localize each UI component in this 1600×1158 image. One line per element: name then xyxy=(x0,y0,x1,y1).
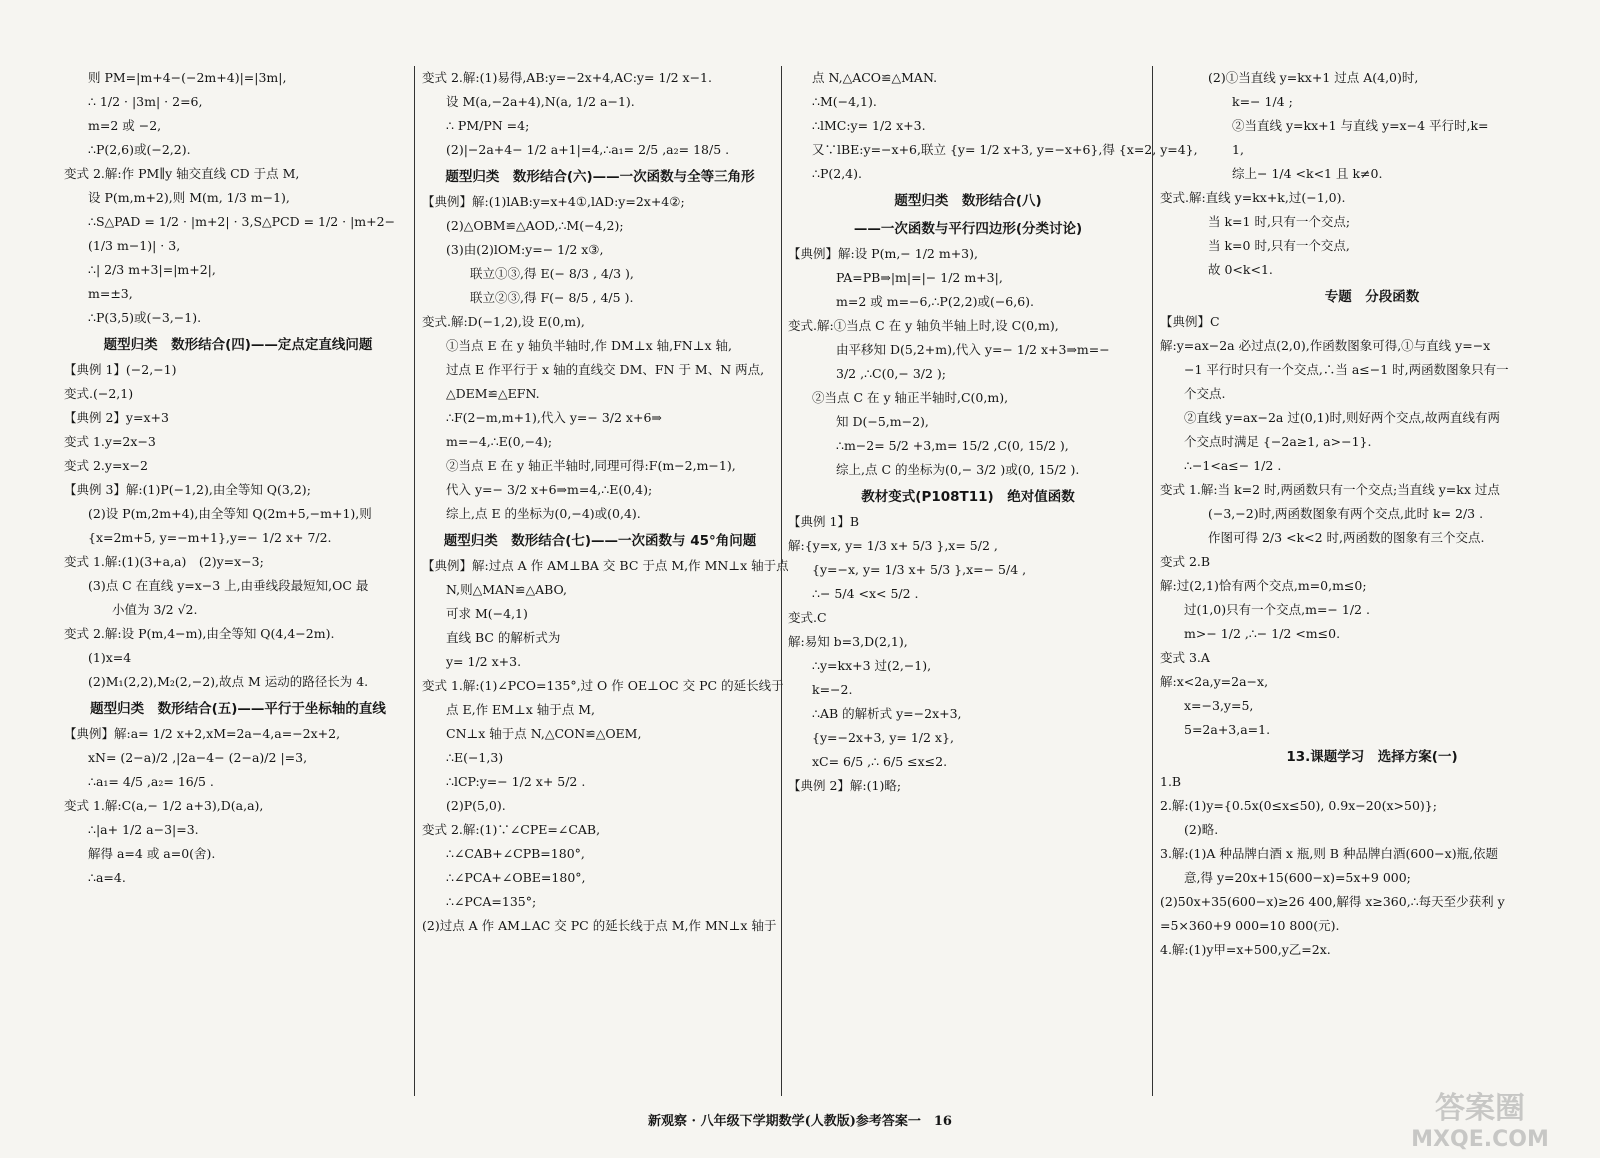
answer-line: 点 E,作 EM⊥x 轴于点 M, xyxy=(446,702,595,717)
answer-line: 解:x<2a,y=2a−x, xyxy=(1160,674,1269,689)
answer-line: ∴− 5/4 <x< 5/2 . xyxy=(812,586,919,601)
answer-line: −1 平行时只有一个交点,∴当 a≤−1 时,两函数图象只有一 xyxy=(1184,362,1509,377)
answer-line: ∴P(2,4). xyxy=(812,166,862,181)
answer-line: m=2 或 m=−6,∴P(2,2)或(−6,6). xyxy=(836,294,1035,309)
answer-line: ∴P(2,6)或(−2,2). xyxy=(88,142,191,157)
answer-line: 个交点. xyxy=(1184,386,1226,401)
answer-line: ∴AB 的解析式 y=−2x+3, xyxy=(812,706,962,721)
section-heading: 题型归类 数形结合(五)——平行于坐标轴的直线 xyxy=(90,701,386,717)
answer-line: 由平移知 D(5,2+m),代入 y=− 1/2 x+3⇒m=− xyxy=(836,342,1110,357)
answer-line: (1)x=4 xyxy=(88,650,132,665)
answer-line: 设 M(a,−2a+4),N(a, 1/2 a−1). xyxy=(446,94,635,109)
answer-line: 意,得 y=20x+15(600−x)=5x+9 000; xyxy=(1184,870,1411,885)
answer-line: ∴−1<a≤− 1/2 . xyxy=(1184,458,1282,473)
answer-line: 变式 1.解:C(a,− 1/2 a+3),D(a,a), xyxy=(64,798,264,813)
answer-line: 代入 y=− 3/2 x+6⇒m=4,∴E(0,4); xyxy=(446,482,653,497)
answer-line: y= 1/2 x+3. xyxy=(446,654,522,669)
answer-line: 则 PM=|m+4−(−2m+4)|=|3m|, xyxy=(88,70,287,85)
answer-line: ∴ PM/PN =4; xyxy=(446,118,530,133)
answer-line: m>− 1/2 ,∴− 1/2 <m≤0. xyxy=(1184,626,1341,641)
answer-line: ②当直线 y=kx+1 与直线 y=x−4 平行时,k= xyxy=(1232,118,1489,133)
answer-line: m=−4,∴E(0,−4); xyxy=(446,434,553,449)
answer-line: (−3,−2)时,两函数图象有两个交点,此时 k= 2/3 . xyxy=(1208,506,1484,521)
answer-line: ∴E(−1,3) xyxy=(446,750,504,765)
answer-line: xC= 6/5 ,∴ 6/5 ≤x≤2. xyxy=(812,754,948,769)
answer-line: (1/3 m−1)| · 3, xyxy=(88,238,181,253)
answer-line: 【典例】解:a= 1/2 x+2,xM=2a−4,a=−2x+2, xyxy=(64,726,341,741)
answer-line: {y=−2x+3, y= 1/2 x}, xyxy=(812,730,954,745)
answer-line: ②直线 y=ax−2a 过(0,1)时,则好两个交点,故两直线有两 xyxy=(1184,410,1500,425)
answer-line: (2)P(5,0). xyxy=(446,798,506,813)
answer-line: ∴S△PAD = 1/2 · |m+2| · 3,S△PCD = 1/2 · |m+2− xyxy=(88,214,396,229)
answer-line: 变式 1.解:当 k=2 时,两函数只有一个交点;当直线 y=kx 过点 xyxy=(1160,482,1500,497)
answer-line: △DEM≌△EFN. xyxy=(446,386,540,401)
section-heading: 题型归类 数形结合(四)——定点定直线问题 xyxy=(103,337,373,353)
answer-line: 解得 a=4 或 a=0(舍). xyxy=(88,846,216,861)
answer-line: 变式 2.解:设 P(m,4−m),由全等知 Q(4,4−2m). xyxy=(64,626,335,641)
column-divider xyxy=(1152,66,1153,1096)
answer-line: 变式 3.A xyxy=(1160,650,1210,665)
answer-line: 综上,点 C 的坐标为(0,− 3/2 )或(0, 15/2 ). xyxy=(836,462,1080,477)
answer-line: =5×360+9 000=10 800(元). xyxy=(1160,918,1340,933)
answer-line: (3)点 C 在直线 y=x−3 上,由垂线段最短知,OC 最 xyxy=(88,578,369,593)
answer-line: ∴M(−4,1). xyxy=(812,94,877,109)
answer-line: PA=PB⇒|m|=|− 1/2 m+3|, xyxy=(836,270,1003,285)
answer-line: ②当点 C 在 y 轴正半轴时,C(0,m), xyxy=(812,390,1009,405)
answer-line: (2)设 P(m,2m+4),由全等知 Q(2m+5,−m+1),则 xyxy=(88,506,372,521)
answer-line: (3)由(2)lOM:y=− 1/2 x③, xyxy=(446,242,604,257)
answer-line: ∴a₁= 4/5 ,a₂= 16/5 . xyxy=(88,774,214,789)
answer-line: 1, xyxy=(1232,142,1244,157)
answer-line: 变式.解:直线 y=kx+k,过(−1,0). xyxy=(1160,190,1346,205)
answer-line: 变式 2.y=x−2 xyxy=(64,458,148,473)
answer-line: 知 D(−5,m−2), xyxy=(836,414,929,429)
answer-line: 解:y=ax−2a 必过点(2,0),作函数图象可得,①与直线 y=−x xyxy=(1160,338,1491,353)
answer-line: 【典例 1】(−2,−1) xyxy=(64,362,177,377)
answer-line: ∴y=kx+3 过(2,−1), xyxy=(812,658,932,673)
answer-line: ∴F(2−m,m+1),代入 y=− 3/2 x+6⇒ xyxy=(446,410,662,425)
section-heading: 题型归类 数形结合(八) xyxy=(894,193,1042,209)
answer-line: ∴∠CAB+∠CPB=180°, xyxy=(446,846,585,861)
column-1 xyxy=(64,66,412,1102)
answer-line: (2)|−2a+4− 1/2 a+1|=4,∴a₁= 2/5 ,a₂= 18/5 . xyxy=(446,142,730,157)
answer-line: 【典例 3】解:(1)P(−1,2),由全等知 Q(3,2); xyxy=(64,482,311,497)
answer-line: 当 k=0 时,只有一个交点, xyxy=(1208,238,1350,253)
answer-line: 【典例】解:(1)lAB:y=x+4①,lAD:y=2x+4②; xyxy=(422,194,685,209)
section-heading: ——一次函数与平行四边形(分类讨论) xyxy=(853,221,1083,237)
watermark-logo xyxy=(1380,1084,1580,1152)
answer-line: 联立②③,得 F(− 8/5 , 4/5 ). xyxy=(470,290,634,305)
answer-line: 变式.解:D(−1,2),设 E(0,m), xyxy=(422,314,585,329)
answer-line: 解:{y=x, y= 1/3 x+ 5/3 },x= 5/2 , xyxy=(788,538,998,553)
answer-line: 综上− 1/4 <k<1 且 k≠0. xyxy=(1232,166,1383,181)
answer-line: 可求 M(−4,1) xyxy=(446,606,528,621)
answer-line: 个交点时满足 {−2a≥1, a>−1}. xyxy=(1184,434,1372,449)
answer-line: k=− 1/4 ; xyxy=(1232,94,1293,109)
answer-line: {y=−x, y= 1/3 x+ 5/3 },x=− 5/4 , xyxy=(812,562,1027,577)
answer-line: 【典例 2】y=x+3 xyxy=(64,410,169,425)
answer-line: (2)M₁(2,2),M₂(2,−2),故点 M 运动的路径长为 4. xyxy=(88,674,369,689)
answer-line: N,则△MAN≌△ABO, xyxy=(446,582,568,597)
column-2 xyxy=(422,66,789,1102)
answer-line: 设 P(m,m+2),则 M(m, 1/3 m−1), xyxy=(88,190,290,205)
answer-line: 3.解:(1)A 种品牌白酒 x 瓶,则 B 种品牌白酒(600−x)瓶,依题 xyxy=(1160,846,1499,861)
page-footer: 新观察 · 八年级下学期数学(人教版)参考答案一 16 xyxy=(648,1114,952,1129)
answer-line: 变式 2.B xyxy=(1160,554,1211,569)
answer-line: 1.B xyxy=(1160,774,1182,789)
answer-line: ∴ 1/2 · |3m| · 2=6, xyxy=(88,94,203,109)
answer-line: ②当点 E 在 y 轴正半轴时,同理可得:F(m−2,m−1), xyxy=(446,458,736,473)
answer-line: 变式 2.解:(1)易得,AB:y=−2x+4,AC:y= 1/2 x−1. xyxy=(422,70,712,85)
answer-line: 当 k=1 时,只有一个交点; xyxy=(1208,214,1351,229)
answer-line: 综上,点 E 的坐标为(0,−4)或(0,4). xyxy=(446,506,641,521)
answer-line: ∴P(3,5)或(−3,−1). xyxy=(88,310,202,325)
answer-line: xN= (2−a)/2 ,|2a−4− (2−a)/2 |=3, xyxy=(88,750,308,765)
answer-line: 又∵lBE:y=−x+6,联立 {y= 1/2 x+3, y=−x+6},得 {x=2, y=4}, xyxy=(812,142,1198,157)
answer-line: 作图可得 2/3 <k<2 时,两函数的图象有三个交点. xyxy=(1208,530,1485,545)
watermark-top-text: 答案圈 xyxy=(1435,1091,1525,1126)
answer-line: 【典例】解:过点 A 作 AM⊥BA 交 BC 于点 M,作 MN⊥x 轴于点 xyxy=(422,558,789,573)
answer-line: (2)略. xyxy=(1184,822,1219,837)
answer-line: ∴a=4. xyxy=(88,870,126,885)
answer-line: 3/2 ,∴C(0,− 3/2 ); xyxy=(836,366,947,381)
column-4 xyxy=(1160,66,1584,1102)
answer-line: m=2 或 −2, xyxy=(88,118,162,133)
answer-line: CN⊥x 轴于点 N,△CON≌△OEM, xyxy=(446,726,642,741)
answer-line: 解:过(2,1)恰有两个交点,m=0,m≤0; xyxy=(1160,578,1367,593)
answer-line: ∴|a+ 1/2 a−3|=3. xyxy=(88,822,199,837)
answer-line: 【典例】C xyxy=(1160,314,1220,329)
answer-line: ∴m−2= 5/2 +3,m= 15/2 ,C(0, 15/2 ), xyxy=(836,438,1069,453)
answer-line: 小值为 3/2 √2. xyxy=(112,602,198,617)
watermark-bottom-text: MXQE.COM xyxy=(1411,1127,1549,1152)
answer-line: 直线 BC 的解析式为 xyxy=(446,630,561,645)
answer-line: ∴lCP:y=− 1/2 x+ 5/2 . xyxy=(446,774,586,789)
answer-line: 过点 E 作平行于 x 轴的直线交 DM、FN 于 M、N 两点, xyxy=(446,362,765,377)
answer-line: 【典例 1】B xyxy=(788,514,860,529)
answer-line: 变式 2.解:(1)∵∠CPE=∠CAB, xyxy=(422,822,601,837)
answer-line: ∴| 2/3 m+3|=|m+2|, xyxy=(88,262,216,277)
answer-line: ∴∠PCA=135°; xyxy=(446,894,537,909)
answer-line: 过(1,0)只有一个交点,m=− 1/2 . xyxy=(1184,602,1370,617)
answer-line: 变式 1.解:(1)(3+a,a) (2)y=x−3; xyxy=(64,554,264,569)
answer-line: ①当点 E 在 y 轴负半轴时,作 DM⊥x 轴,FN⊥x 轴, xyxy=(446,338,732,353)
answer-line: 变式.C xyxy=(788,610,827,625)
answer-line: 【典例 2】解:(1)略; xyxy=(788,778,902,793)
answer-line: 4.解:(1)y甲=x+500,y乙=2x. xyxy=(1160,942,1331,957)
answer-line: (2)△OBM≌△AOD,∴M(−4,2); xyxy=(446,218,624,233)
answer-line: 变式.解:①当点 C 在 y 轴负半轴上时,设 C(0,m), xyxy=(788,318,1059,333)
answer-line: 【典例】解:设 P(m,− 1/2 m+3), xyxy=(788,246,978,261)
answer-line: ∴lMC:y= 1/2 x+3. xyxy=(812,118,926,133)
answer-line: (2)50x+35(600−x)≥26 400,解得 x≥360,∴每天至少获利 y xyxy=(1160,894,1505,909)
answer-line: 故 0<k<1. xyxy=(1208,262,1273,277)
answer-line: 变式.(−2,1) xyxy=(64,386,134,401)
section-heading: 题型归类 数形结合(七)——一次函数与 45°角问题 xyxy=(443,533,757,549)
answer-line: (2)过点 A 作 AM⊥AC 交 PC 的延长线于点 M,作 MN⊥x 轴于 xyxy=(422,918,777,933)
answer-line: 联立①③,得 E(− 8/3 , 4/3 ), xyxy=(470,266,634,281)
answer-line: ∴∠PCA+∠OBE=180°, xyxy=(446,870,586,885)
column-divider xyxy=(781,66,782,1096)
answer-line: (2)①当直线 y=kx+1 过点 A(4,0)时, xyxy=(1208,70,1419,85)
answer-line: 变式 2.解:作 PM∥y 轴交直线 CD 于点 M, xyxy=(64,166,300,181)
section-heading: 13.课题学习 选择方案(一) xyxy=(1286,749,1458,765)
answer-line: 变式 1.解:(1)∠PCO=135°,过 O 作 OE⊥OC 交 PC 的延长线于 xyxy=(422,678,784,693)
column-divider xyxy=(414,66,415,1096)
section-heading: 专题 分段函数 xyxy=(1324,289,1420,305)
section-heading: 教材变式(P108T11) 绝对值函数 xyxy=(861,489,1075,505)
answer-line: x=−3,y=5, xyxy=(1184,698,1254,713)
section-heading: 题型归类 数形结合(六)——一次函数与全等三角形 xyxy=(445,169,755,185)
answer-line: k=−2. xyxy=(812,682,853,697)
answer-line: 解:易知 b=3,D(2,1), xyxy=(788,634,908,649)
answer-line: {x=2m+5, y=−m+1},y=− 1/2 x+ 7/2. xyxy=(88,530,332,545)
answer-line: 变式 1.y=2x−3 xyxy=(64,434,156,449)
answer-line: 5=2a+3,a=1. xyxy=(1184,722,1271,737)
answer-line: 点 N,△ACO≌△MAN. xyxy=(812,70,938,85)
answer-line: m=±3, xyxy=(88,286,133,301)
answer-line: 2.解:(1)y={0.5x(0≤x≤50), 0.9x−20(x>50)}; xyxy=(1160,798,1437,813)
